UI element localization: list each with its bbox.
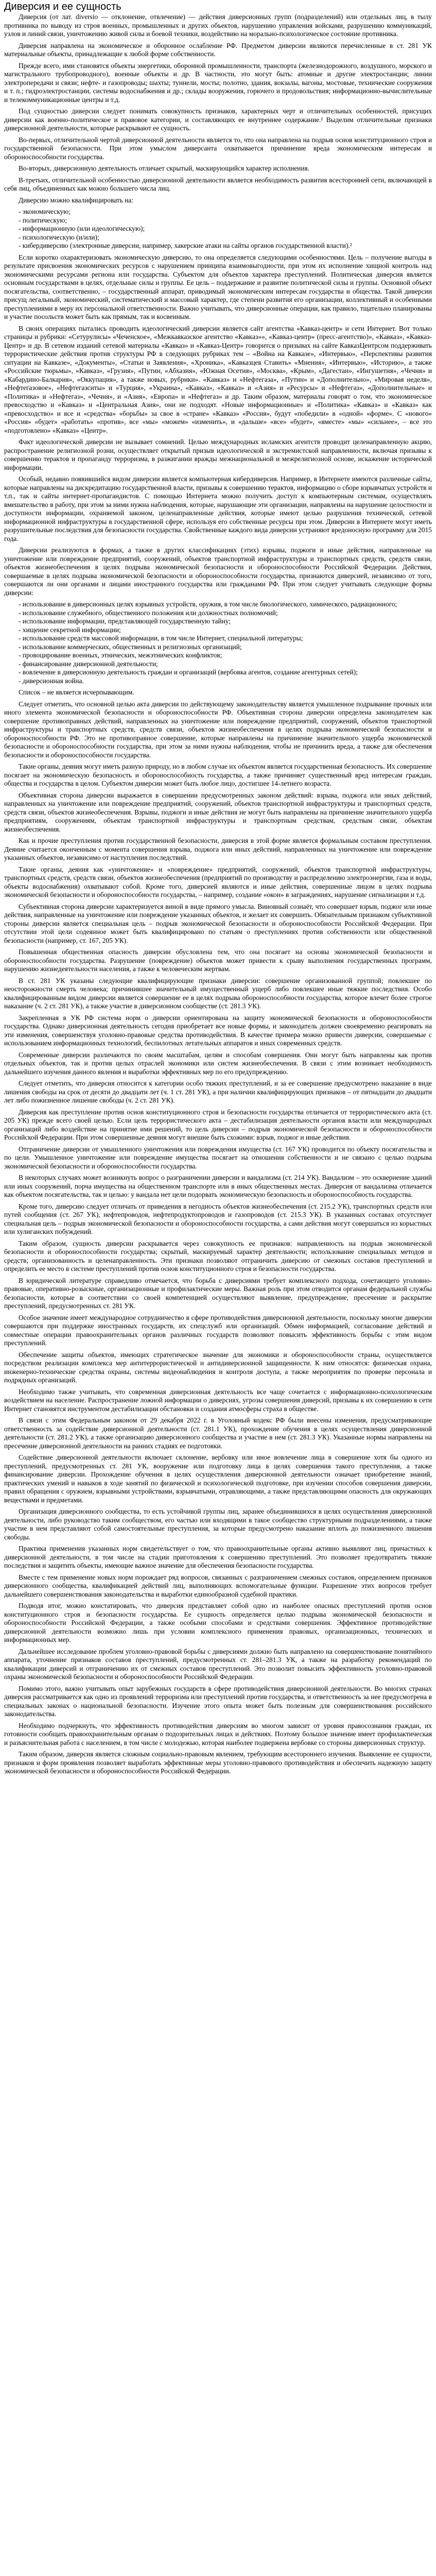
paragraph: В-третьих, отличительной особенностью диверсионной деятельности является необходимость развития всесторонней сети, включающей в себя лиц, объединенных как можно большего числа лиц. [4, 176, 432, 192]
paragraph: Кроме того, диверсию следует отличать от приведения в негодность объектов жизнеобеспечения (ст. 215.2 УК), транспортных средств или путей сообщения (ст. 267 УК), нефтепроводов, нефтепродуктопроводов и газопроводов (ст. 215.3 УК). В указанных составах отсутствует специальная цель – подрыв экономической безопасности и обороноспособности государства, а сами действия могут совершаться из корыстных или хулиганских побуждений. [4, 1202, 432, 1235]
paragraph: В некоторых случаях может возникнуть вопрос о разграничении диверсии и вандализма (ст. 214 УК). Вандализм – это осквернение зданий или иных сооружений, порча имущества на общественном транспорте или в иных общественных местах. Диверсия от вандализма отличается как объектом посягательства, так и целью: у вандала нет цели подорвать экономическую безопасность и обороноспособность государства. [4, 1174, 432, 1198]
paragraph: Прежде всего, ими становятся объекты энергетики, оборонной промышленности, транспорта (железнодорожного, воздушного, морского и магистрального трубопроводного), военные объекты и др. В частности, это могут быть: атомные и другие электростанции; линии электропередачи и связи; нефте- и газопроводы; шахты; туннели, мосты; полотно, здания, вокзалы, вагоны, мостовые, технические сооружения и т. п.; гидроэлектростанции, системы водоснабжения и др.; склады вооружения, горючего и продовольствия; информационно-вычислительные и телекоммуникационные центры и т.д. [4, 61, 432, 104]
paragraph: Субъективная сторона диверсии характеризуется виной в виде прямого умысла. Виновный сознаёт, что совершает взрыв, поджог или иные действия, направленные на уничтожение или повреждение указанных объектов, и желает их совершить. Обязательным признаком субъективной стороны диверсии является специальная цель – подрыв экономической безопасности и обороноспособности Российской Федерации. При отсутствии этой цели содеянное может быть квалифицировано по статьям о преступлениях против собственности или общественной безопасности (например, ст. 167, 205 УК). [4, 902, 432, 944]
paragraph: Таким образом, сущность диверсии раскрывается через совокупность ее признаков: направленность на подрыв экономической безопасности и обороноспособности государства; скрытый, маскируемый характер деятельности; использование специальных методов и средств; организованность и целенаправленность. Эти признаки позволяют отграничить диверсию от смежных составов преступлений и определить ее место в системе преступлений против основ конституционного строя и безопасности государства. [4, 1239, 432, 1273]
paragraph: Под сущностью диверсии следует понимать совокупность признаков, характерных черт и отличительных особенностей, присущих диверсии как военно-политическое и правовое категории, и составляющих ее внутреннее содержание.¹ Выделим отличительные признаки диверсионной деятельности, которые раскрывают ее сущность. [4, 107, 432, 132]
paragraph: Дальнейшее исследование проблем уголовно-правовой борьбы с диверсиями должно быть направлено на совершенствование понятийного аппарата, уточнение признаков составов преступлений, предусмотренных ст. 281–281.3 УК, а также на разработку рекомендаций по квалификации диверсий и отграничению их от смежных составов преступлений. Это позволит повысить эффективность уголовно-правовой охраны экономической безопасности и обороноспособности Российской Федерации. [4, 1647, 432, 1681]
paragraph: Во-первых, отличительной чертой диверсионной деятельности является то, что она направлена на подрыв основ конституционного строя и государственной безопасности. При этом умыслом диверсанта охватывается причинение вреда экономическим интересам и обороноспособности государства. [4, 135, 432, 161]
paragraph: Таким образом, диверсия является сложным социально-правовым явлением, требующим всестороннего изучения. Выявление ее сущности, признаков и форм проявления позволяет выработать эффективные меры уголовно-правового противодействия и обеспечить надежную защиту экономической безопасности и обороноспособности Российской Федерации. [4, 1750, 432, 1775]
paragraph: Список – не является исчерпывающим. [19, 688, 134, 696]
list-item: - использование служебного, общественного положения или должностных полномочий; [19, 608, 278, 617]
paragraph: Повышенная общественная опасность диверсии обусловлена тем, что она посягает на основы экономической безопасности и обороноспособности государства. Разрушение (повреждение) объектов может привести к срыву выполнения государственных программ, нарушению жизнедеятельности населения, а также к человеческим жертвам. [4, 948, 432, 973]
paragraph: В ст. 281 УК указаны следующие квалифицирующие признаки диверсии: совершение организованной группой; повлекшее по неосторожности смерть человека; причинившее значительный имущественный ущерб либо повлекшее иные тяжкие последствия. Особо квалифицированным видом диверсии является совершение ее в целях подрыва обороноспособности государства, которое влечет более строгое наказание (ч. 2 ст. 281 УК), а также участие в диверсионном сообществе (ст. 281.3 УК). [4, 976, 432, 1010]
paragraph: Практика применения указанных норм свидетельствует о том, что правоохранительные органы активно выявляют лиц, причастных к диверсионной деятельности, в том числе на стадии приготовления к совершению преступлений. Это позволяет предотвратить тяжкие последствия и защитить объекты, имеющие важное значение для обеспечения безопасности государства. [4, 1545, 432, 1569]
paragraph: Такие органы, деяния могут иметь разную природу, но в любом случае их объектом является государственная безопасность. Их совершение посягает на экономическую безопасность и обороноспособность государства, а также причиняет существенный вред интересам граждан, общества и государства в целом. Субъектом диверсии может быть любое лицо, достигшее 14-летнего возраста. [4, 762, 432, 787]
list-item: - использование коммерческих, общественных и религиозных организаций; [19, 642, 242, 651]
document-title: Диверсия и ее сущность [4, 1, 121, 12]
paragraph: Как и прочие преступления против государственной безопасности, диверсия в этой форме является формальным составом преступления. Деяние считается оконченным с момента совершения взрыва, поджога или иных действий, направленных на уничтожение или повреждение указанных объектов, независимо от наступления последствий. [4, 837, 432, 861]
document-body [4, 13, 432, 1776]
paragraph: Диверсия как преступление против основ конституционного строя и безопасности государства отличается от террористического акта (ст. 205 УК) прежде всего своей целью. Если цель террористического акта – дестабилизация деятельности органов власти или международных организаций либо воздействие на принятие ими решений, то цель диверсии – подрыв экономической безопасности и обороноспособности Российской Федерации. При этом совершенные деяния могут внешне быть схожими: взрыв, поджог и иные действия. [4, 1108, 432, 1141]
paragraph: Подводя итог, можно констатировать, что диверсия представляет собой одно из наиболее опасных преступлений против основ конституционного строя и безопасности государства. Ее сущность определяется целью подрыва экономической безопасности и обороноспособности Российской Федерации, а также особыми способами и средствами совершения. Эффективное противодействие диверсионной деятельности возможно лишь при условии комплексного применения правовых, организационных, технических и информационных мер. [4, 1602, 432, 1643]
list-item: - использование средств массовой информации, в том числе Интернет, специальной литературы; [19, 634, 303, 642]
list-item: - кибердиверсию (электронные диверсии, например, хакерские атаки на сайты органов государственной власти).² [19, 242, 352, 249]
paragraph: Если коротко охарактеризовать экономическую диверсию, то она определяется следующими особенностями. Цель – получение выгоды в результате присвоения экономических ресурсов с нарушением принципа взаимовыгодности, при этом их исполнение хищной контроль над экономическими ресурсами региона или государства. Субъектом для объектов характера преступлений. Политическая диверсия является основным государствами в целях, отдельные силы и группы. Ее цель – поддержание и развитие политической силы и группы. Основной объект посягательства, соответственно, – государственный аппарат, приводимый экономическим интересам государства и общества. Такой диверсии присущ легальный, экономический, систематический и массовый характер, где степени развития его организации, коллективный и особенными преступлениями в меру их персональной ответственности. Важно учитывать, что диверсионные операции, как правило, тщательно планированы и участие посольств может быть как прямым, так и косвенным. [4, 253, 432, 320]
paragraph: Диверсия (от лат. diversio — отклонение, отвлечение) — действия диверсионных групп (подразделений) или отдельных лиц, в тылу противника по выводу из строя военных, промышленных и других объектов, нарушению управления войсками, разрушению коммуникаций, узлов и линий связи, уничтожению живой силы и боевой техники, воздействию на морально-психологическое состояние противника. [4, 13, 432, 38]
paragraph: Такие органы, деяния как «уничтожение» и «повреждение» предприятий, сооружений, объектов транспортной инфраструктуры, транспортных средств, средств связи, объектов жизнеобеспечения (предприятий по производству и распределению электроэнергии, газа и воды, объекты водоснабжения) охватывают собой. Кроме того, диверсией являются и иные действия, совершенные лицом в целях подрыва экономической безопасности и обороноспособности государства, – например, создание «окон» в заграждениях, нарушение сигнализации и т.д. [4, 865, 432, 899]
paragraph: Следует отметить, что диверсия относится к категории особо тяжких преступлений, и за ее совершение предусмотрено наказание в виде лишения свободы на срок от десяти до двадцати лет (ч. 1 ст. 281 УК), а при наличии квалифицирующих признаков – от пятнадцати до двадцати лет либо пожизненное лишение свободы (ч. 2 ст. 281 УК). [4, 1079, 432, 1104]
paragraph: Обеспечение защиты объектов, имеющих стратегическое значение для экономики и обороноспособности страны, осуществляется посредством реализации комплекса мер антитеррористической и антидиверсионной защищенности. К ним относятся: физическая охрана, инженерно-технические средства охраны, системы видеонаблюдения и контроля доступа, а также мероприятия по проверке персонала и подрядных организаций. [4, 1350, 432, 1384]
paragraph: Вместе с тем применение новых норм порождает ряд вопросов, связанных с разграничением смежных составов, определением признаков диверсионного сообщества, квалификацией действий лиц, выполняющих вспомогательные функции. Разрешение этих вопросов требует дальнейшего совершенствования законодательства и выработки единообразной судебной практики. [4, 1573, 432, 1598]
paragraph: Диверсии реализуются в формах, а также в других классификациях (этих) взрывы, поджоги и иные действия, направленные на уничтожение или повреждение предприятий, сооружений, объектов транспортной инфраструктуры и транспортных средств, средств связи, объектов жизнеобеспечения в целях подрыва экономической безопасности и обороноспособности Российской Федерации. Действия, совершаемые в целях подрыва экономической безопасности и обороноспособности государства, признаются диверсией, независимо от того, совершаются ли они органами и лицами иностранного государства или гражданами РФ. При этом следует учитывать следующие формы диверсии: [4, 546, 432, 597]
paragraph: Диверсию можно квалифицировать на: [19, 196, 133, 204]
paragraph: Необходимо подчеркнуть, что эффективность противодействия диверсиям во многом зависит от уровня правосознания граждан, их готовности сообщать правоохранительным органам о подозрительных лицах и действиях. Поэтому большое значение имеет профилактическая и разъяснительная работа с населением, в том числе с молодежью, которая наиболее подвержена вербовке со стороны диверсионных структур. [4, 1721, 432, 1747]
paragraph: Необходимо также учитывать, что современная диверсионная деятельность все чаще сочетается с информационно-психологическим воздействием на население. Распространение ложной информации о диверсиях, угрозы совершения диверсий, призывы к их совершению в сети Интернет становятся инструментом дестабилизации обстановки и создания атмосферы страха в обществе. [4, 1387, 432, 1413]
paragraph: Особый, недавно появившийся видом диверсии является компьютерная кибердиверсия. Например, в Интернете имеются различные сайты, которые направлены на дискредитацию государственной власти, призывы к совершению терактов, информацию о сборе взрывчатых устройств и т.п., так и сайты интернет-пропагандистов. С помощью Интернета можно получить доступ к компьютерным системам, осуществлять вмешательство в работу, при этом за ними нужна наблюдения, которые, нарушающие эти организации, направлены на нарушение целостности и доступности информации, охраняемой законом, целенаправленные действия, которые имеют целью разрушения технической, сетевой информационной инфраструктуры в государственной сфере, используя его собственные ресурсы при этом. Диверсии в Интернете могут иметь разрушительные последствия для безопасности государства. Свойственные каждого вида диверсии устраняют вредоносную программу для 2015 года. [4, 475, 432, 543]
paragraph: Современные диверсии различаются по своим масштабам, целям и способам совершения. Они могут быть направлены как против отдельных объектов, так и против целых отраслей экономики или систем жизнеобеспечения. В связи с этим возникает необходимость дальнейшего изучения данного явления и выработки эффективных мер по его предупреждению. [4, 1050, 432, 1076]
paragraph: Объективная сторона диверсии выражается в совершении предусмотренных законом действий: взрыва, поджога или иных действий, направленных на уничтожение или повреждение предприятий, сооружений, объектов транспортной инфраструктуры и транспортных средств, средств связи, объектов жизнеобеспечения. Взрывы, поджоги и иные действия не могут быть направлены на причинение значительного ущерба предприятиям, сооружениям, объектам транспортной инфраструктуры и транспортным средствам, средствам связи, объектам жизнеобеспечения. [4, 791, 432, 833]
list-item: - политическую; [19, 216, 67, 224]
list-item: - провоцирование военных, этнических, межэтнических конфликтов; [19, 651, 222, 659]
paragraph: В своих операциях пытались проводить идеологический диверсии является сайт агентства «Кавказ-центр» и сети Интернет. Вот только страницы и рубрики: «Сетурулисы» «Чеченское», «Межкавказское агентство «Кавказ»», «Кавказ-центр» (пресс-агентство)», «Кавказ», «Кавказ-Центр» и др. В сетевом изданий сетевой материалы «Кавказ» и «Кавказ-Центр» говорится о призывах на сайте КавказЦентрсом поддерживать террористические действия против структуры РФ в следующих рубриках тем – «Война на Кавказе», «Интервью», «Перспективы развития ситуации на Кавказе», «Документы», «Статьи и Заявления», «Хроника», «Кавказцев Ставить» «Мнения», «Интервью», «Историю», а также «Российские тюрьмы», «Кавказ», «Грузия», «Путин, «Абхазия», «Южная Осетия», «Москва», «Крым», «Дагестан», «Ингушетия», «Чечня» и «Кабардино-Балкария», «Оккупация», а также новых, рубрики». «Кавказ» и «Нефтегаза», «Путин» и «Дополнительно», «Мировая неделя», «Нефтегазовое», «Нефтегазситы» и «Турция», «Украина», «Кавказ», «Кавказ» и «Азия» и «Ресурсы» и «Нефтегаз», «Дополнительные» и «Политика» и «Нефтегаз», «Чечня», и «Азия», «Европа» и «Нефтегаз» и др. Таким образом, материалы говорят о том, что экономическое превосходство и «Кавказ» и «Центральная Азия», они не подходят. «Новые информационные» и «Политика» «Кавказ» и «Кавказ» как «превосходство» и все и «средства» «борьбы» за свое в «стране» «Кавказ» «Россия», будут «победили» в «одной» «форме». С «нового» «Россия» «будет» «работать» «против», все «мы» «можем» «изменить», и «дальше» «все» «будет», «вместе» «мы» «сильнее», – все это «подготовлено» «Кавказ» «Центр». [4, 324, 432, 434]
list-item: - использование информации, представляющей государственную тайну; [19, 617, 231, 625]
paragraph: Содействие диверсионной деятельности включает склонение, вербовку или иное вовлечение лица в совершение хотя бы одного из преступлений, предусмотренных ст. 281 УК, вооружение или подготовку лица в целях совершения такого преступления, а также финансирование диверсии. Прохождение обучения в целях осуществления диверсионной деятельности означает приобретение знаний, практических умений и навыков в ходе занятий по физической и психологической подготовке, при изучении способов совершения диверсии, правил обращения с оружием, взрывными устройствами, взрывчатыми, отравляющими, а также представляющими опасность для окружающих веществами и предметами. [4, 1453, 432, 1504]
list-item: - финансирование диверсионной деятельности; [19, 659, 158, 668]
paragraph: Закрепленная в УК РФ система норм о диверсии ориентирована на защиту экономической безопасности и обороноспособности государства. Однако диверсионная деятельность сегодня приобретает все новые формы, и законодатель должен своевременно реагировать на эти изменения, совершенствуя уголовно-правовые средства противодействия. В качестве примера можно привести диверсии, совершаемые с использованием информационных технологий, беспилотных летательных аппаратов и иных современных средств. [4, 1013, 432, 1047]
paragraph: В юридической литературе справедливо отмечается, что борьба с диверсиями требует комплексного подхода, сочетающего уголовно-правовые, оперативно-розыскные, организационные и профилактические меры. Важная роль при этом отводится органам федеральной службы безопасности, которые в соответствии со своей компетенцией осуществляют выявление, предупреждение, пресечение и раскрытие преступлений, предусмотренных ст. 281 УК. [4, 1276, 432, 1310]
list-item: - вовлечение в диверсионную деятельность граждан и организаций (вербовка агентов, создание агентурных сетей); [19, 668, 358, 676]
list-item: - информационную (или идеологическую); [19, 225, 145, 232]
list-item: - использование в диверсионных целях взрывных устройств, оружия, в том числе биологического, химического, радиационного; [19, 600, 397, 608]
paragraph: Отграничение диверсии от умышленного уничтожения или повреждения имущества (ст. 167 УК) проводится по объекту посягательства и по цели. Умышленное уничтожение или повреждение имущества посягает на отношения собственности и не связано с целью подрыва экономической безопасности и обороноспособности государства. [4, 1145, 432, 1170]
paragraph: Организация диверсионного сообщества, то есть устойчивой группы лиц, заранее объединившихся в целях осуществления диверсионной деятельности, либо руководство таким сообществом, его частью или входящими в такое сообщество структурными подразделениями, а также участие в нем представляют собой самостоятельные преступления, за которые предусмотрено наказание вплоть до пожизненного лишения свободы. [4, 1507, 432, 1541]
paragraph: Факт идеологической диверсии не вызывает сомнений. Целью международных исламских агентств проводит целенаправленную акцию, распространение религиозной розни, осуществляет открытый призыв идеологической и экстремистской направленности, включая призывы к совершению терактов и пропаганду терроризма, в разжигании вражды межнациональной и межрелигиозной основе, искажение исторической информации. [4, 438, 432, 471]
paragraph: Во-вторых, диверсионную деятельность отличает скрытый, маскирующийся характер исполнения. [19, 164, 310, 172]
paragraph: Особое значение имеет международное сотрудничество в сфере противодействия диверсионной деятельности, поскольку многие диверсии совершаются при поддержке иностранных государств, их спецслужб или организаций. Обмен информацией, согласование действий и совместные операции правоохранительных органов различных государств позволяют повысить эффективность борьбы с этим видом преступлений. [4, 1313, 432, 1347]
paragraph: Помимо этого, важно учитывать опыт зарубежных государств в сфере противодействия диверсионной деятельности. Во многих странах диверсия рассматривается как одно из проявлений терроризма или преступлений против государства, и ответственность за нее предусмотрена в специальных законах о национальной безопасности. Изучение этого опыта может быть полезным для совершенствования российского законодательства. [4, 1684, 432, 1718]
list-item: - экономическую; [19, 208, 71, 215]
paragraph: Диверсия направлена на экономическое и оборонное ослабление РФ. Предметом диверсии являются перечисленные в ст. 281 УК материальные объекты, принадлежащие к любой форме собственности. [4, 41, 432, 58]
list-item: - хищение секретной информации; [19, 625, 121, 634]
paragraph: В связи с этим Федеральным законом от 29 декабря 2022 г. в Уголовный кодекс РФ были внесены изменения, предусматривающие ответственность за содействие диверсионной деятельности (ст. 281.1 УК), прохождение обучения в целях осуществления диверсионной деятельности (ст. 281.2 УК), а также организацию диверсионного сообщества и участие в нем (ст. 281.3 УК). Указанные нормы направлены на пресечение диверсионной деятельности на ранних стадиях ее подготовки. [4, 1416, 432, 1450]
list-item: - диверсионная война. [19, 676, 84, 685]
list-item: - психологическую (и/или); [19, 233, 99, 241]
paragraph: Следует отметить, что основной целью акта диверсии по действующему законодательству является умышленное подрывание прочных или иного элемента экономической безопасности и обороноспособности РФ. Объективная сторона диверсии определена законодателем как совершение противоправных действий, направленных на уничтожение или повреждение предприятий, сооружений, объектов транспортной инфраструктуры и транспортных средств, средств связи, объектов жизнеобеспечения в целях подрыва экономической безопасности и обороноспособности РФ. Это не противоправное совершение, которые направлены на причинение значительного ущерба экономической безопасности и обороноспособности государства, при этом за ними нужны наблюдения, чтобы не причинить вреда, а также для обеспечения безопасности и обороноспособности государства. [4, 700, 432, 759]
